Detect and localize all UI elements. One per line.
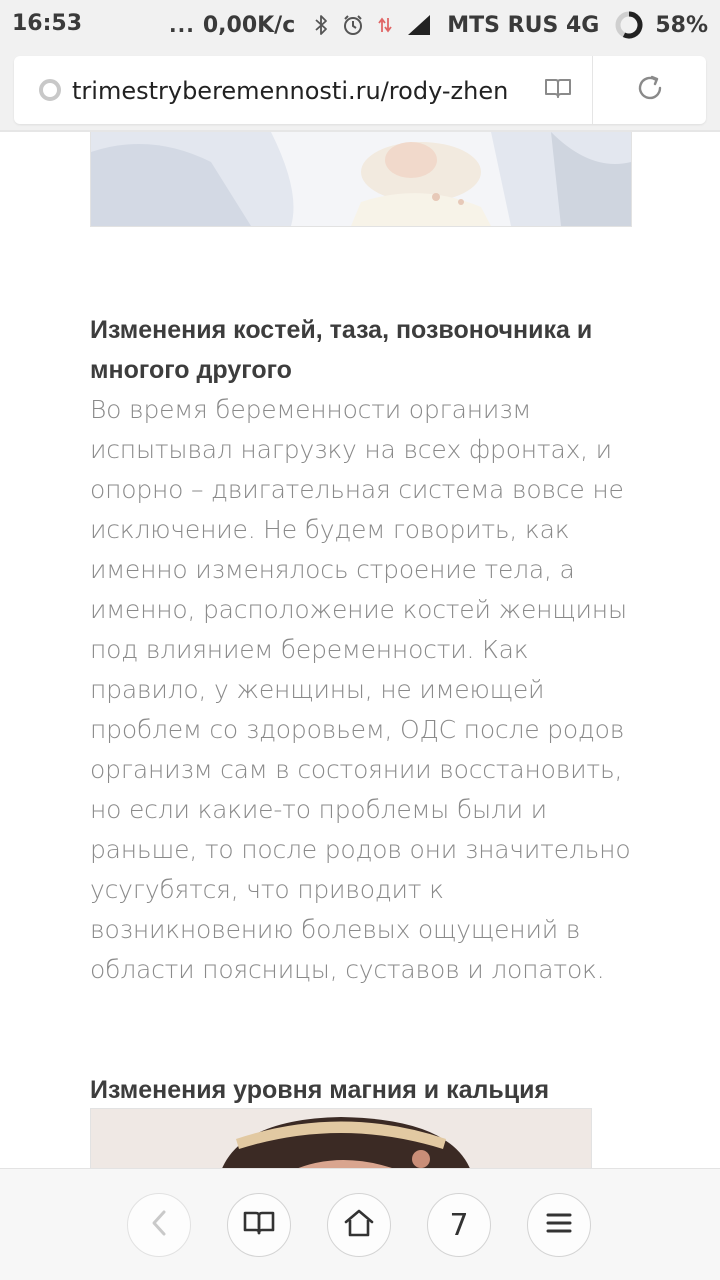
signal-icon — [404, 10, 434, 40]
network-speed: 0,00K/c — [202, 12, 296, 38]
back-button[interactable] — [127, 1193, 191, 1257]
menu-button[interactable] — [527, 1193, 591, 1257]
browser-bottom-nav — [0, 1168, 720, 1280]
battery-icon — [614, 10, 644, 40]
bookmarks-icon — [243, 1210, 275, 1240]
battery-percent: 58% — [655, 12, 708, 38]
url-divider — [592, 56, 593, 124]
tabs-count: 7 — [449, 1207, 469, 1243]
section-heading-magnesium: Изменения уровня магния и кальция — [90, 1076, 550, 1104]
url-text[interactable]: trimestryberemennosti.ru/rody-zhen — [72, 77, 509, 105]
status-time: 16:53 — [12, 11, 83, 36]
loading-icon — [38, 78, 62, 102]
home-button[interactable] — [327, 1193, 391, 1257]
address-bar-area — [0, 50, 720, 132]
article-photo-bottom — [90, 1108, 592, 1172]
reload-button[interactable] — [618, 60, 682, 120]
address-bar[interactable] — [14, 56, 706, 124]
menu-icon — [545, 1211, 573, 1239]
bookmarks-button[interactable] — [227, 1193, 291, 1257]
reload-icon — [635, 73, 665, 107]
reader-mode-button[interactable] — [526, 60, 590, 120]
data-arrows-icon — [372, 10, 398, 40]
article-photo-top — [90, 132, 632, 227]
tabs-button[interactable] — [427, 1193, 491, 1257]
bluetooth-icon — [308, 10, 334, 40]
status-right-group — [169, 8, 708, 42]
status-bar — [0, 0, 720, 50]
notification-dots: ... — [169, 13, 195, 37]
home-icon — [343, 1208, 375, 1242]
alarm-icon — [340, 10, 366, 40]
carrier-name: MTS RUS 4G — [447, 12, 600, 38]
reader-mode-icon — [544, 77, 572, 103]
article-content — [90, 310, 650, 990]
back-arrow-icon — [149, 1209, 169, 1241]
section-paragraph-bones: Во время беременности организм испытывал нагрузку на всех фронтах, и опорно – двигательная система вовсе не исключение. Не будем говорить, как именно изменялось строение тела, а именно, расположение костей женщины под влиянием беременности. Как правило, у женщины, не имеющей проблем со здоровьем, ОДС после родов организм сам в состоянии восстановить, но если какие-то проблемы были и раньше, то после родов они значительно усугубятся, что приводит к возникновению болевых ощущений в области поясницы, суставов и лопаток. — [90, 395, 631, 984]
section-heading-bones: Изменения костей, таза, позвоночника и многого другого — [90, 316, 593, 384]
